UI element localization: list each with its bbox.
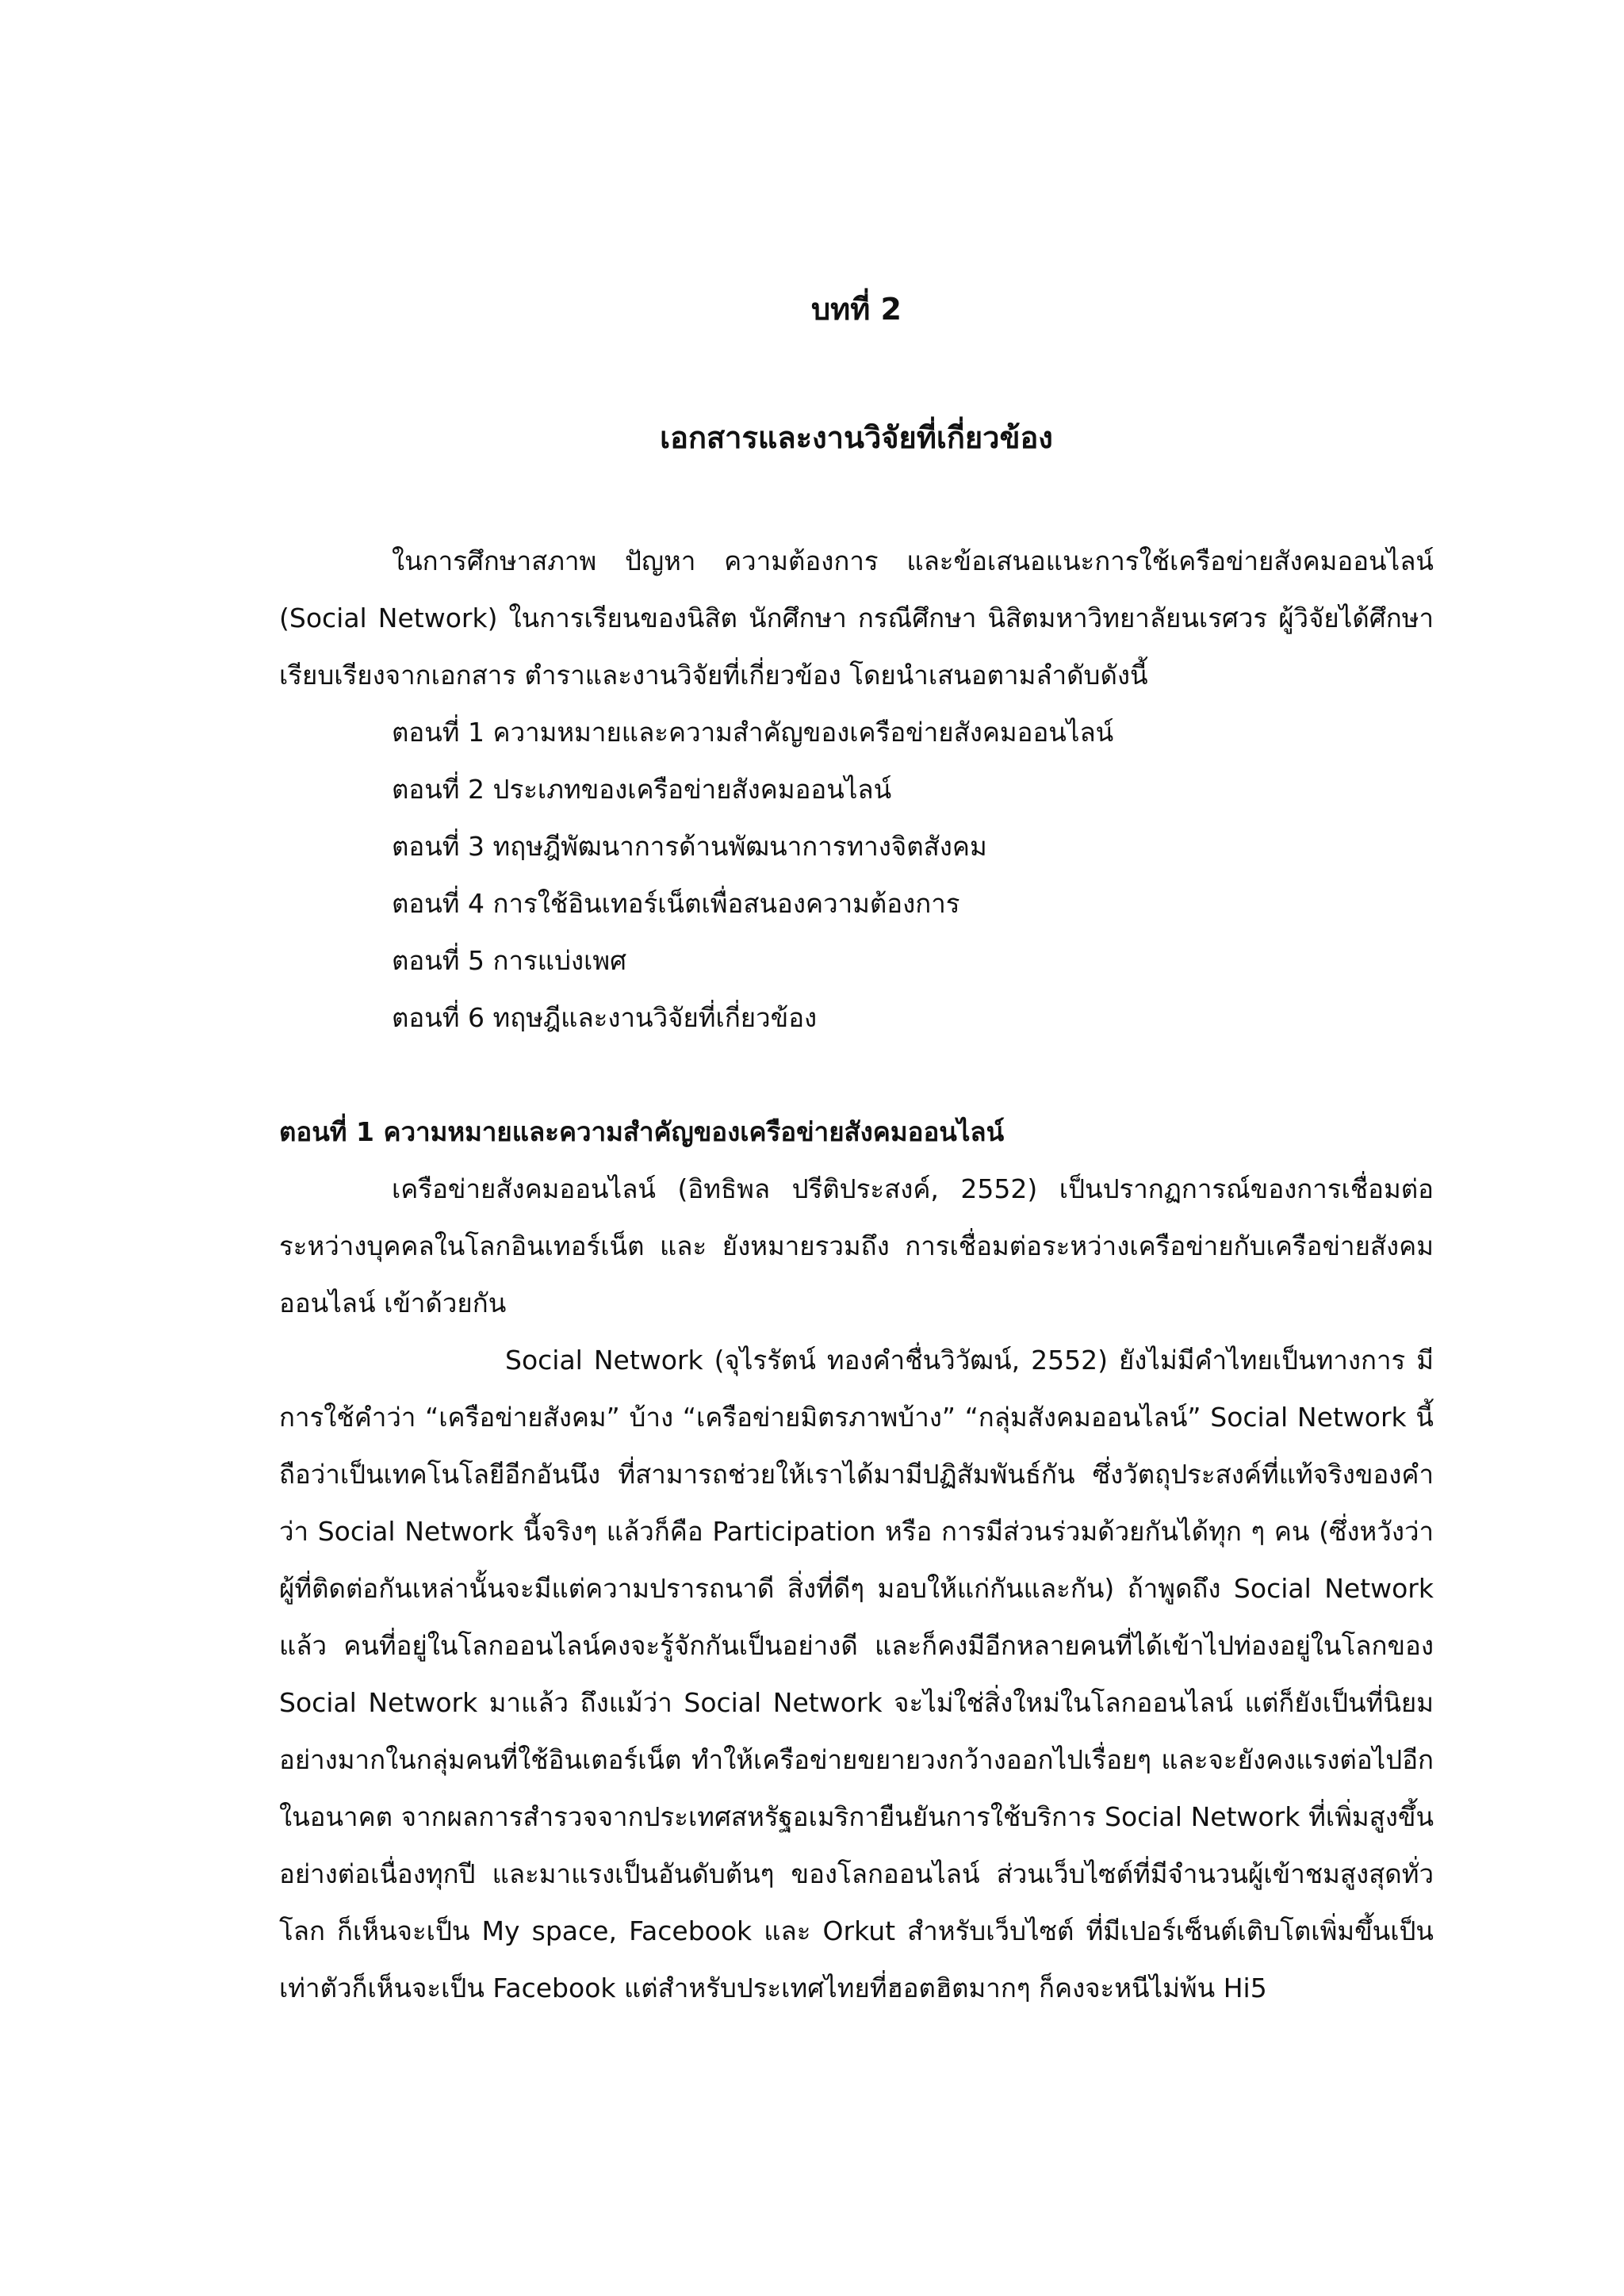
outline-item: ตอนที่ 3 ทฤษฎีพัฒนาการด้านพัฒนาการทางจิตสังคม	[392, 831, 987, 862]
intro-section	[279, 533, 1434, 704]
outline-item: ตอนที่ 1 ความหมายและความสำคัญของเครือข่ายสังคมออนไลน์	[392, 717, 1114, 748]
outline-item: ตอนที่ 2 ประเภทของเครือข่ายสังคมออนไลน์	[392, 774, 892, 805]
section-paragraph-1: เครือข่ายสังคมออนไลน์ (อิทธิพล ปรีติประสงค์, 2552) เป็นปรากฏการณ์ของการเชื่อมต่อระหว่างบุคคลในโลกอินเทอร์เน็ต และ ยังหมายรวมถึง การเชื่อมต่อระหว่างเครือข่ายกับเครือข่ายสังคมออนไลน์ เข้าด้วยกัน	[279, 1173, 1434, 1318]
chapter-title: เอกสารและงานวิจัยที่เกี่ยวข้อง	[660, 420, 1053, 455]
section-paragraph-2: Social Network (จุไรรัตน์ ทองคำชื่นวิวัฒน์, 2552) ยังไม่มีคำไทยเป็นทางการ มีการใช้คำว่า “เครือข่ายสังคม” บ้าง “เครือข่ายมิตรภาพบ้าง” “กลุ่มสังคมออนไลน์” Social Network นี้ถือว่าเป็นเทคโนโลยีอีกอันนึง ที่สามารถช่วยให้เราได้มามีปฏิสัมพันธ์กัน ซึ่งวัตถุประสงค์ที่แท้จริงของคำว่า Social Network นี้จริงๆ แล้วก็คือ Participation หรือ การมีส่วนร่วมด้วยกันได้ทุก ๆ คน (ซึ่งหวังว่าผู้ที่ติดต่อกันเหล่านั้นจะมีแต่ความปรารถนาดี สิ่งที่ดีๆ มอบให้แก่กันและกัน) ถ้าพูดถึง Social Network แล้ว คนที่อยู่ในโลกออนไลน์คงจะรู้จักกันเป็นอย่างดี และก็คงมีอีกหลายคนที่ได้เข้าไปท่องอยู่ในโลกของ Social Network มาแล้ว ถึงแม้ว่า Social Network จะไม่ใช่สิ่งใหม่ในโลกออนไลน์ แต่ก็ยังเป็นที่นิยมอย่างมากในกลุ่มคนที่ใช้อินเตอร์เน็ต ทำให้เครือข่ายขยายวงกว้างออกไปเรื่อยๆ และจะยังคงแรงต่อไปอีกในอนาคต จากผลการสำรวจจากประเทศสหรัฐอเมริกายืนยันการใช้บริการ Social Network ที่เพิ่มสูงขึ้นอย่างต่อเนื่องทุกปี และมาแรงเป็นอันดับต้นๆ ของโลกออนไลน์ ส่วนเว็บไซต์ที่มีจำนวนผู้เข้าชมสูงสุดทั่วโลก ก็เห็นจะเป็น My space, Facebook และ Orkut สำหรับเว็บไซต์ ที่มีเปอร์เซ็นต์เติบโตเพิ่มขึ้นเป็นเท่าตัวก็เห็นจะเป็น Facebook แต่สำหรับประเทศไทยที่ฮอตฮิตมากๆ ก็คงจะหนีไม่พ้น Hi5	[279, 1345, 1434, 2003]
section-paragraph-2-block	[279, 1332, 1434, 2017]
chapter-number: บทที่ 2	[811, 292, 902, 327]
section-heading: ตอนที่ 1 ความหมายและความสำคัญของเครือข่ายสังคมออนไลน์	[279, 1116, 1005, 1147]
intro-paragraph: ในการศึกษาสภาพ ปัญหา ความต้องการ และข้อเสนอแนะการใช้เครือข่ายสังคมออนไลน์ (Social Network) ในการเรียนของนิสิต นักศึกษา กรณีศึกษา นิสิตมหาวิทยาลัยนเรศวร ผู้วิจัยได้ศึกษา เรียบเรียงจากเอกสาร ตำราและงานวิจัยที่เกี่ยวข้อง โดยนำเสนอตามลำดับดังนี้	[279, 545, 1434, 691]
outline-item: ตอนที่ 6 ทฤษฎีและงานวิจัยที่เกี่ยวข้อง	[392, 1002, 818, 1033]
chapter-outline	[392, 704, 1423, 1047]
outline-item: ตอนที่ 5 การแบ่งเพศ	[392, 945, 627, 976]
outline-item: ตอนที่ 4 การใช้อินเทอร์เน็ตเพื่อสนองความต้องการ	[392, 888, 960, 919]
section-paragraph-1-block	[279, 1161, 1434, 1332]
